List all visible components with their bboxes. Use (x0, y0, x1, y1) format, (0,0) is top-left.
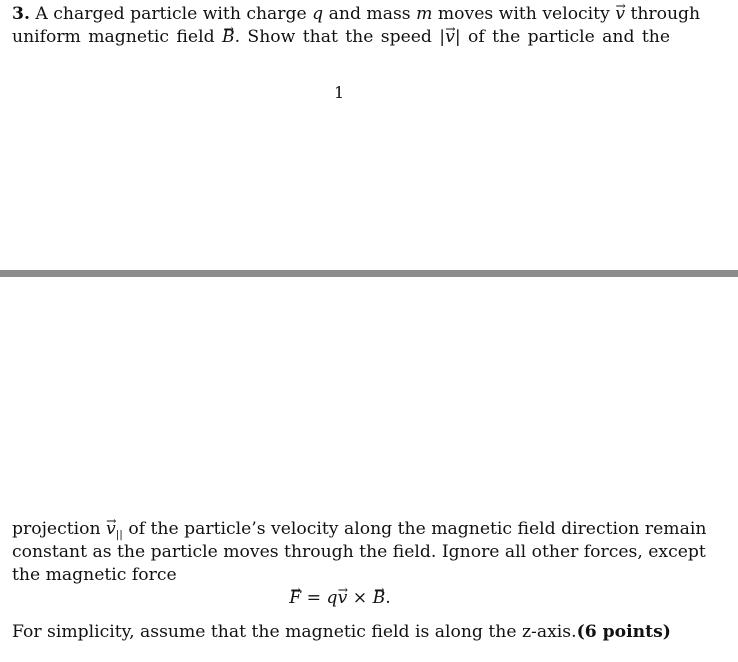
note-text: For simplicity, assume that the magnetic field is along the z-axis. (12, 622, 577, 642)
points-label: (6 points) (576, 622, 671, 642)
problem-line-3: projection → $v_{||}$ of the particle’s velocity along the magnetic field direction remain (12, 518, 670, 546)
page-divider (0, 270, 738, 277)
problem-line-1: 3. A charged particle with charge q and mass m moves with velocity → v through (12, 3, 670, 25)
lorentz-force-equation: → F = q→ v × → B. (0, 587, 680, 609)
problem-number: 3. (12, 4, 30, 24)
page-number: 1 (334, 83, 345, 102)
problem-line-5: the magnetic force (12, 565, 177, 585)
problem-note (12, 621, 671, 643)
problem-line-4: constant as the particle moves through the field. Ignore all other forces, except (12, 542, 706, 562)
problem-line-2: uniform magnetic field → B. Show that the speed |→ v| of the particle and the (12, 26, 670, 48)
